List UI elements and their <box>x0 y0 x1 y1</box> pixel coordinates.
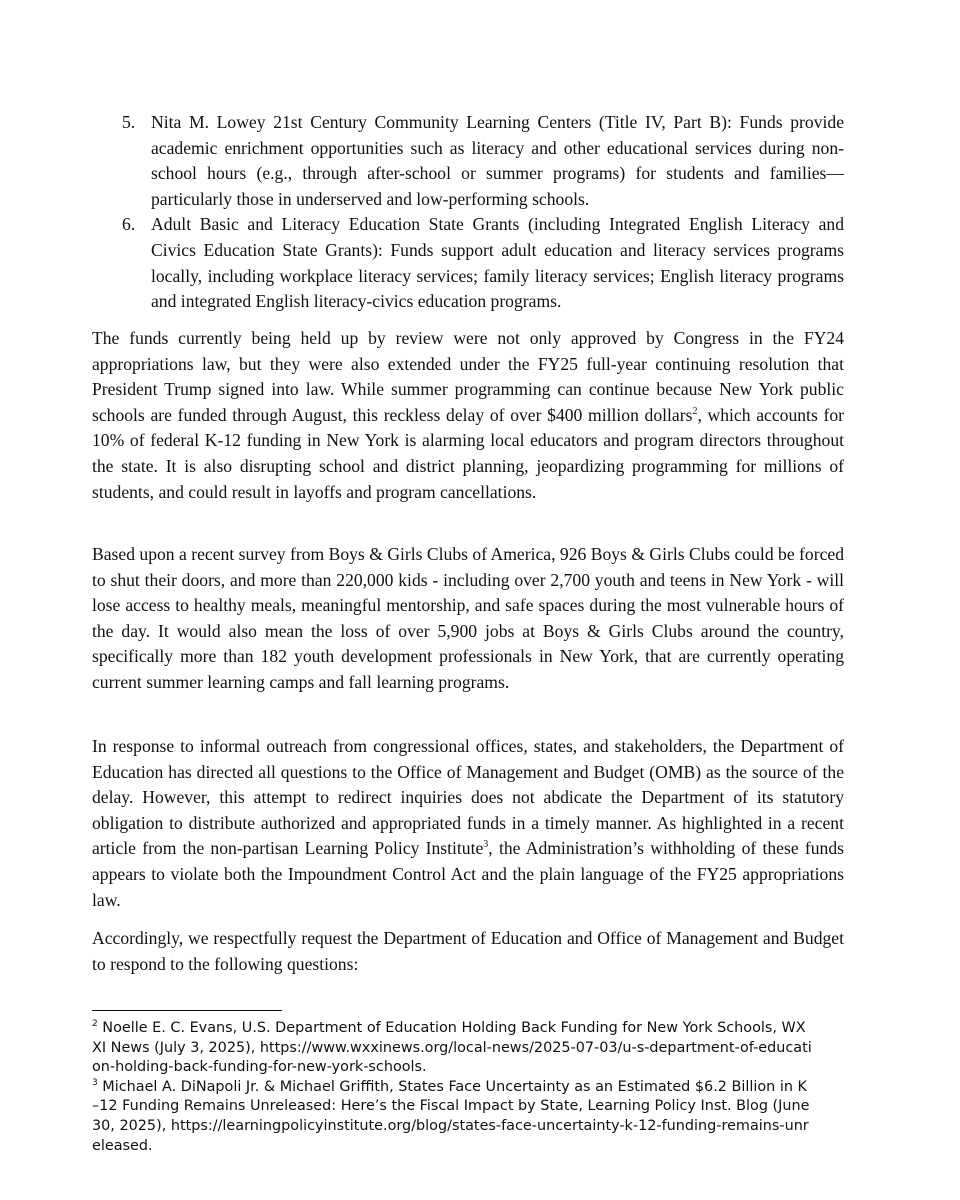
list-item-text: Nita M. Lowey 21st Century Community Learning Centers (Title IV, Part B): Funds provide academic enrichment opportunities such as literacy and other educational services during non-school hours (e.g., through after-school or summer programs) for students and families—particularly those in underserved and low-performing schools. <box>151 112 844 209</box>
footnote-text: Michael A. DiNapoli Jr. & Michael Griffith, States Face Uncertainty as an Estimated $6.2 Billion in K–12 Funding Remains Unreleased: Here’s the Fiscal Impact by State, Learning Policy Inst. Blog (June 30, 2025), https://learningpolicyinstitute.org/blog/states-face-uncertainty-k-12-funding-remains-unreleased. <box>92 1078 810 1154</box>
list-item-text: Adult Basic and Literacy Education State Grants (including Integrated English Literacy and Civics Education State Grants): Funds support adult education and literacy services programs locally, including workplace literacy services; family literacy services; English literacy programs and integrated English literacy-civics education programs. <box>151 214 844 312</box>
footnote-reference: 2 <box>692 405 698 417</box>
paragraph-text: , the Administration’s withholding of these funds appears to violate both the Impoundment Control Act and the plain language of the FY25 appropriations law. <box>92 838 844 910</box>
footnotes <box>92 1019 812 1156</box>
footnote-text: Noelle E. C. Evans, U.S. Department of Education Holding Back Funding for New York Schools, WXXI News (July 3, 2025), https://www.wxxinews.org/local-news/2025-07-03/u-s-department-of-education-holding-back-funding-for-new-york-schools. <box>92 1020 812 1076</box>
funding-program-list <box>122 110 844 315</box>
list-item <box>122 110 844 212</box>
footnote-divider <box>92 1010 282 1011</box>
paragraph-request <box>92 926 844 977</box>
footnote-reference: 3 <box>483 839 489 851</box>
paragraph-text: The funds currently being held up by review were not only approved by Congress in the FY24 appropriations law, but they were also extended under the FY25 full-year continuing resolution that President Trump signed into law. While summer programming can continue because New York public schools are funded through August, this reckless delay of over $400 million dollars <box>92 328 844 425</box>
list-item <box>122 212 844 314</box>
list-item-number: 5. <box>122 112 136 132</box>
footnote <box>92 1078 812 1156</box>
paragraph-text: , which accounts for 10% of federal K-12 funding in New York is alarming local educators and program directors throughout the state. It is also disrupting school and district planning, jeopardizing programming for millions of students, and could result in layoffs and program cancellations. <box>92 404 844 502</box>
paragraph-text: Based upon a recent survey from Boys & Girls Clubs of America, 926 Boys & Girls Clubs could be forced to shut their doors, and more than 220,000 kids - including over 2,700 youth and teens in New York - will lose access to healthy meals, meaningful mentorship, and safe spaces during the most vulnerable hours of the day. It would also mean the loss of over 5,900 jobs at Boys & Girls Clubs around the country, specifically more than 182 youth development professionals in New York, that are currently operating current summer learning camps and fall learning programs. <box>92 544 844 692</box>
paragraph-text: Accordingly, we respectfully request the Department of Education and Office of Management and Budget to respond to the following questions: <box>92 928 844 974</box>
paragraph-funds-held-up <box>92 326 844 505</box>
footnote-number: 2 <box>92 1019 98 1030</box>
list-item-number: 6. <box>122 214 136 235</box>
paragraph-text: In response to informal outreach from congressional offices, states, and stakeholders, the Department of Education has directed all questions to the Office of Management and Budget (OMB) as the source of the delay. However, this attempt to redirect inquiries does not abdicate the Department of its statutory obligation to distribute authorized and appropriated funds in a timely manner. As highlighted in a recent article from the non-partisan Learning Policy Institute <box>92 736 844 859</box>
paragraph-omb-response <box>92 734 844 913</box>
footnote <box>92 1019 812 1078</box>
footnote-number: 3 <box>92 1077 98 1088</box>
paragraph-boys-girls-clubs <box>92 542 844 696</box>
